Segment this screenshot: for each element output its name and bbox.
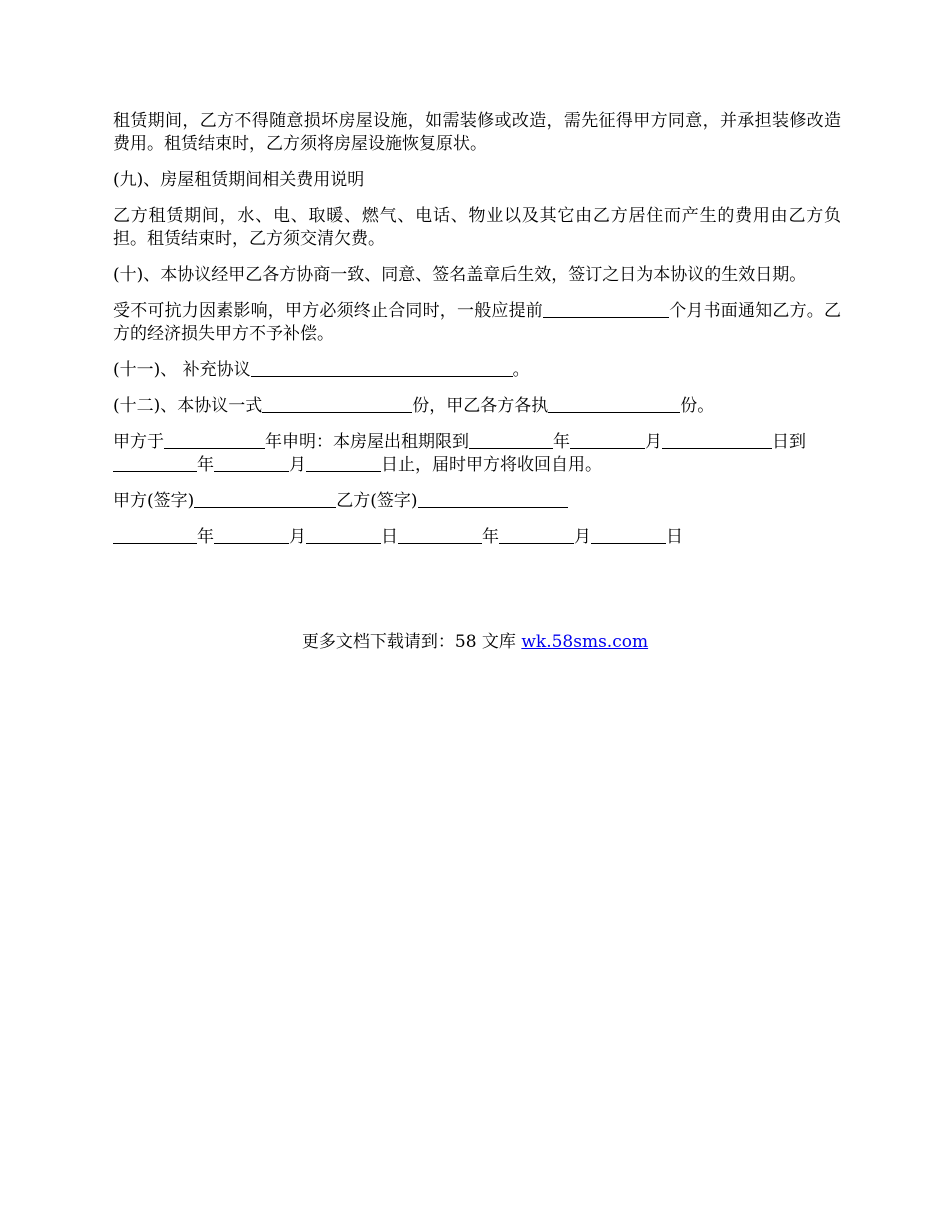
declaration-text-a: 甲方于 [113,432,164,452]
supplement-blank [251,359,513,377]
term-end-year-blank [469,431,553,449]
party-b-year-blank [398,526,482,544]
party-a-month-blank [214,526,289,544]
party-b-day-blank [591,526,666,544]
party-b-signature-label: 乙方(签字) [336,491,418,511]
paragraph-force-majeure [113,300,841,346]
party-a-day-label: 日 [381,527,398,547]
term-end-month-blank [570,431,645,449]
copies-text-a: (十二)、本协议一式 [113,396,263,416]
party-a-month-label: 月 [289,527,306,547]
declaration-month-label-2: 月 [289,455,306,475]
party-b-signature-blank [418,490,568,508]
copies-text-c: 份。 [680,396,715,416]
notice-months-blank [543,300,669,318]
supplement-label: (十一)、 补充协议 [113,360,251,380]
declaration-text-end: 日止，届时甲方将收回自用。 [381,455,602,475]
copies-each-blank [548,395,680,413]
footer-prefix-text: 更多文档下载请到：58 文库 [301,632,522,652]
force-majeure-text-b: 个月书面通知乙方。乙方的经济损失甲方不予补偿。 [113,301,841,344]
party-b-year-label: 年 [482,527,499,547]
party-a-signature-label: 甲方(签字) [113,491,195,511]
declaration-year-blank [164,431,265,449]
paragraph-copies [113,395,841,418]
party-a-signature-blank [194,490,336,508]
term-stop-day-blank [306,454,381,472]
paragraph-signatures [113,490,841,513]
download-footer [0,631,950,654]
term-stop-year-blank [113,454,197,472]
force-majeure-text-a: 受不可抗力因素影响，甲方必须终止合同时，一般应提前 [113,301,543,321]
term-stop-month-blank [214,454,289,472]
party-b-month-label: 月 [574,527,591,547]
party-a-year-blank [113,526,197,544]
declaration-day-label: 日到 [772,432,806,452]
party-a-day-blank [306,526,381,544]
paragraph-effective-date: (十)、本协议经甲乙各方协商一致、同意、签名盖章后生效，签订之日为本协议的生效日期。 [113,265,807,285]
party-b-day-label: 日 [666,527,683,547]
copies-text-b: 份，甲乙各方各执 [412,396,549,416]
paragraph-supplement [113,359,841,382]
document-body [113,110,841,562]
paragraph-signature-dates [113,526,841,549]
declaration-text-b: 年申明：本房屋出租期限到 [265,432,469,452]
declaration-year-label: 年 [553,432,570,452]
declaration-year-label-2: 年 [197,455,214,475]
footer-link[interactable]: wk.58sms.com [521,632,649,652]
paragraph-fees: 乙方租赁期间，水、电、取暖、燃气、电话、物业以及其它由乙方居住而产生的费用由乙方负担。租赁结束时，乙方须交清欠费。 [113,206,841,249]
paragraph-facility-damage: 租赁期间，乙方不得随意损坏房屋设施，如需装修或改造，需先征得甲方同意，并承担装修改造费用。租赁结束时，乙方须将房屋设施恢复原状。 [113,111,841,154]
party-b-month-blank [499,526,574,544]
party-a-year-label: 年 [197,527,214,547]
declaration-month-label: 月 [645,432,662,452]
copies-total-blank [262,395,412,413]
section-heading-fees: (九)、房屋租赁期间相关费用说明 [113,170,365,190]
paragraph-declaration [113,431,841,477]
supplement-end: 。 [512,360,530,380]
term-end-day-blank [662,431,772,449]
